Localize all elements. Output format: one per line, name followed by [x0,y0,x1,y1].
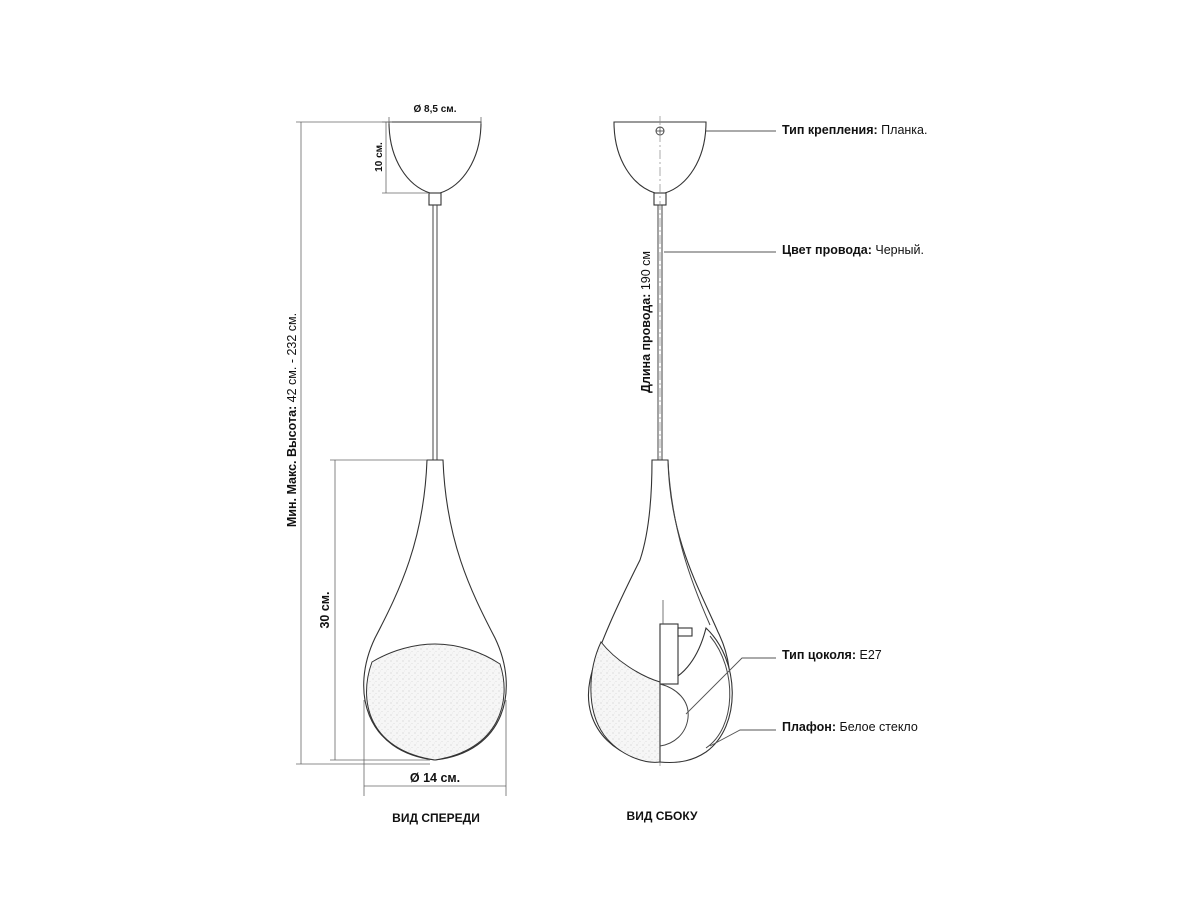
wire-length-label: Длина провода: 190 см [639,250,653,394]
callout-shade [782,720,918,734]
side-view-caption: ВИД СБОКУ [626,809,698,823]
side-view [588,116,776,823]
shade-diameter-label: Ø 14 см. [409,771,461,785]
front-view [285,104,506,825]
front-view-caption: ВИД СПЕРЕДИ [392,811,480,825]
canopy-diameter-label: Ø 8,5 см. [413,104,457,115]
front-canopy-nut [429,193,441,205]
callout-wire-color [782,243,924,257]
canopy-height-label: 10 см. [374,142,385,172]
side-socket [660,624,678,684]
callout-mount-type [782,123,927,137]
callout-mount-type-label: Тип крепления: [782,123,878,137]
callout-wire-color-value: Черный. [875,243,924,257]
callout-socket-type-label: Тип цоколя: [782,648,856,662]
total-height-label: Мин. Макс. Высота: 42 см. - 232 см. [285,312,299,528]
callout-mount-type-value: Планка. [881,123,928,137]
front-glass [367,644,505,760]
callout-shade-label: Плафон: [782,720,836,734]
callout-shade-value: Белое стекло [839,720,918,734]
callout-socket-type [782,648,882,662]
shade-height-label: 30 см. [318,591,332,629]
callout-socket-type-value: E27 [859,648,882,662]
callout-wire-color-label: Цвет провода: [782,243,872,257]
front-canopy [389,122,481,193]
